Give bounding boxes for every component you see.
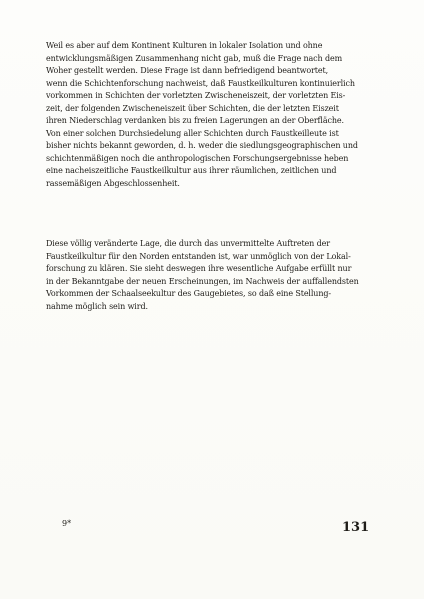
text-line: nahme möglich sein wird. [46, 301, 148, 311]
signature-mark: 9* [62, 519, 72, 528]
paragraph-1 [46, 40, 376, 190]
text-line: zeit, der folgenden Zwischeneiszeit über Schichten, die der letzten Eiszeit [46, 103, 339, 113]
text-line: entwicklungsmäßigen Zusammenhang nicht gab, muß die Frage nach dem [46, 53, 343, 63]
text-line: vorkommen in Schichten der vorletzten Zwischeneiszeit, der vorletzten Eis- [46, 91, 346, 100]
text-line: ihren Niederschlag verdanken bis zu freien Lagerungen an der Oberfläche. [46, 116, 344, 125]
text-line: Diese völlig veränderte Lage, die durch das unvermittelte Auftreten der [46, 239, 330, 248]
paragraph-2 [46, 238, 376, 313]
text-line: Weil es aber auf dem Kontinent Kulturen in lokaler Isolation und ohne [46, 41, 323, 50]
text-line: wenn die Schichtenforschung nachweist, daß Faustkeilkulturen kontinuierlich [46, 78, 355, 88]
text-line: in der Bekanntgabe der neuen Erscheinungen, im Nachweis der auffallendsten [46, 276, 359, 286]
text-line: bisher nichts bekannt geworden, d. h. weder die siedlungsgeographischen und [46, 141, 358, 150]
text-line: forschung zu klären. Sie sieht deswegen ihre wesentliche Aufgabe erfüllt nur [46, 264, 352, 273]
text-line: Von einer solchen Durchsiedelung aller Schichten durch Faustkeilleute ist [46, 128, 339, 138]
text-line: eine nacheiszeitliche Faustkeilkultur aus ihrer räumlichen, zeitlichen und [46, 166, 337, 175]
text-line: schichtenmäßigen noch die anthropologischen Forschungsergebnisse heben [46, 153, 349, 163]
page-number: 131 [342, 520, 370, 535]
text-line: Vorkommen der Schaalseekultur des Gaugebietes, so daß eine Stellung- [46, 289, 331, 298]
text-line: Faustkeilkultur für den Norden entstanden ist, war unmöglich von der Lokal- [46, 251, 351, 261]
text-line: Woher gestellt werden. Diese Frage ist dann befriedigend beantwortet, [46, 66, 329, 75]
text-line: rassemäßigen Abgeschlossenheit. [46, 178, 180, 188]
